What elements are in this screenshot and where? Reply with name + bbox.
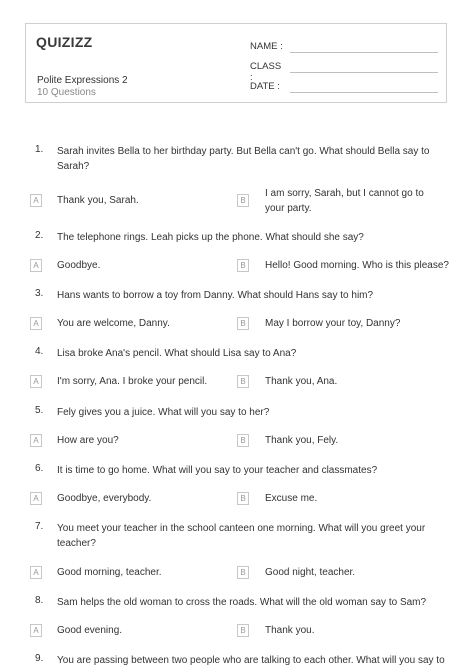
option-b-text: May I borrow your toy, Danny? bbox=[265, 318, 401, 329]
question-text: Sarah invites Bella to her birthday party. But Bella can't go. What should Bella say to Sarah? bbox=[57, 146, 430, 172]
option-a-box[interactable]: A bbox=[30, 624, 42, 637]
worksheet-title: Polite Expressions 2 bbox=[37, 75, 128, 86]
option-a-text: You are welcome, Danny. bbox=[57, 318, 170, 329]
question-number: 3. bbox=[35, 288, 44, 299]
option-a-text: Good evening. bbox=[57, 625, 123, 636]
question-number: 7. bbox=[35, 521, 44, 532]
option-b-text: Excuse me. bbox=[265, 493, 318, 504]
option-b-box[interactable]: B bbox=[237, 375, 249, 388]
question-text: Lisa broke Ana's pencil. What should Lisa say to Ana? bbox=[57, 348, 297, 359]
date-field[interactable] bbox=[250, 81, 286, 92]
question-number: 1. bbox=[35, 144, 44, 155]
option-b-text: Thank you. bbox=[265, 625, 315, 636]
question-number: 2. bbox=[35, 230, 44, 241]
option-b-text: Good night, teacher. bbox=[265, 567, 356, 578]
option-a-text: How are you? bbox=[57, 435, 119, 446]
class-field[interactable] bbox=[250, 61, 286, 83]
question-number: 8. bbox=[35, 595, 44, 606]
option-a-box[interactable]: A bbox=[30, 317, 42, 330]
option-a-box[interactable]: A bbox=[30, 566, 42, 579]
question-text: Fely gives you a juice. What will you say to her? bbox=[57, 407, 270, 418]
option-b-box[interactable]: B bbox=[237, 194, 249, 207]
option-b-text: Thank you, Ana. bbox=[265, 376, 338, 387]
option-b-text: I am sorry, Sarah, but I cannot go to your party. bbox=[265, 188, 424, 214]
option-a-text: I'm sorry, Ana. I broke your pencil. bbox=[57, 376, 208, 387]
question-text: You are passing between two people who are talking to each other. What will you say to bbox=[57, 655, 445, 666]
question-count: 10 Questions bbox=[37, 87, 96, 98]
question-number: 9. bbox=[35, 653, 44, 664]
option-a-text: Goodbye. bbox=[57, 260, 101, 271]
option-a-box[interactable]: A bbox=[30, 259, 42, 272]
question-number: 5. bbox=[35, 405, 44, 416]
question-number: 6. bbox=[35, 463, 44, 474]
class-line bbox=[290, 72, 438, 73]
option-a-box[interactable]: A bbox=[30, 375, 42, 388]
question-text: You meet your teacher in the school canteen one morning. What will you greet your teacher? bbox=[57, 523, 426, 549]
option-b-box[interactable]: B bbox=[237, 434, 249, 447]
worksheet-header bbox=[25, 23, 447, 103]
option-a-text: Good morning, teacher. bbox=[57, 567, 162, 578]
name-label: NAME : bbox=[250, 41, 283, 52]
option-b-box[interactable]: B bbox=[237, 317, 249, 330]
question-text: It is time to go home. What will you say to your teacher and classmates? bbox=[57, 465, 378, 476]
option-b-box[interactable]: B bbox=[237, 259, 249, 272]
class-label: CLASS : bbox=[250, 61, 282, 83]
name-field[interactable] bbox=[250, 41, 286, 52]
question-text: Hans wants to borrow a toy from Danny. What should Hans say to him? bbox=[57, 290, 374, 301]
option-b-box[interactable]: B bbox=[237, 492, 249, 505]
option-a-box[interactable]: A bbox=[30, 492, 42, 505]
option-a-text: Thank you, Sarah. bbox=[57, 195, 139, 206]
option-b-text: Hello! Good morning. Who is this please? bbox=[265, 260, 449, 271]
question-text: The telephone rings. Leah picks up the phone. What should she say? bbox=[57, 232, 364, 243]
question-number: 4. bbox=[35, 346, 44, 357]
option-a-box[interactable]: A bbox=[30, 434, 42, 447]
name-line bbox=[290, 52, 438, 53]
option-a-box[interactable]: A bbox=[30, 194, 42, 207]
date-label: DATE : bbox=[250, 81, 280, 92]
option-b-box[interactable]: B bbox=[237, 624, 249, 637]
option-b-box[interactable]: B bbox=[237, 566, 249, 579]
option-b-text: Thank you, Fely. bbox=[265, 435, 339, 446]
option-a-text: Goodbye, everybody. bbox=[57, 493, 152, 504]
quizizz-logo: QUIZIZZ bbox=[36, 34, 93, 50]
question-text: Sam helps the old woman to cross the roads. What will the old woman say to Sam? bbox=[57, 597, 427, 608]
date-line bbox=[290, 92, 438, 93]
